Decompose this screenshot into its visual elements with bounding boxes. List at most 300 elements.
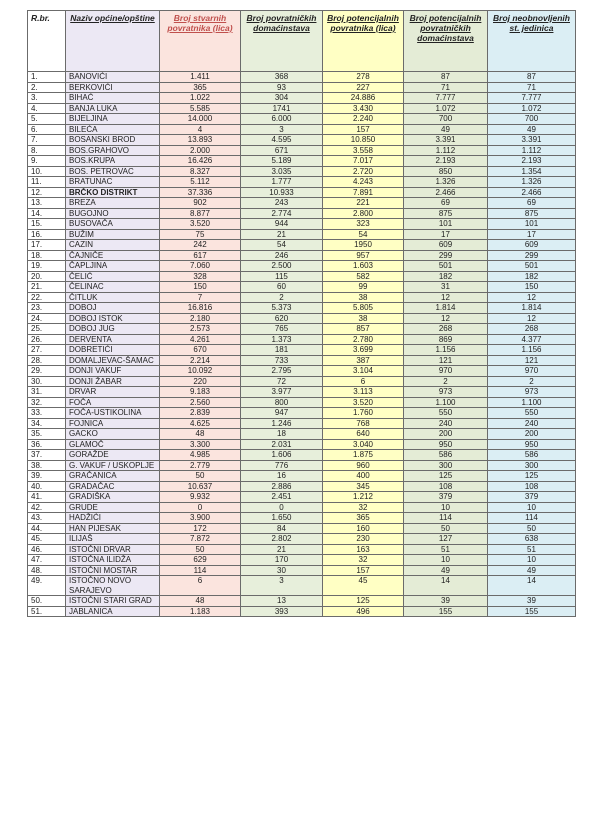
- returnee-households-cell: 3.977: [241, 387, 323, 398]
- potential-households-cell: 49: [404, 565, 488, 576]
- unrestored-units-cell: 2.193: [488, 156, 576, 167]
- table-row: [28, 334, 576, 345]
- table-row: [28, 460, 576, 471]
- table-row: [28, 261, 576, 272]
- actual-returnees-cell: 9.932: [160, 492, 241, 503]
- potential-households-cell: 87: [404, 72, 488, 83]
- potential-households-cell: 182: [404, 271, 488, 282]
- unrestored-units-cell: 2: [488, 376, 576, 387]
- municipality-name-cell: ČELIĆ: [66, 271, 160, 282]
- row-number-cell: 13.: [28, 198, 66, 209]
- municipality-name-cell: BERKOVIĆI: [66, 82, 160, 93]
- row-number-cell: 23.: [28, 303, 66, 314]
- potential-households-cell: 875: [404, 208, 488, 219]
- row-number-cell: 30.: [28, 376, 66, 387]
- table-row: [28, 523, 576, 534]
- table-row: [28, 103, 576, 114]
- returnee-households-cell: 72: [241, 376, 323, 387]
- potential-returnees-cell: 3.104: [323, 366, 404, 377]
- table-row: [28, 72, 576, 83]
- returnee-households-cell: 93: [241, 82, 323, 93]
- returnee-households-cell: 3.035: [241, 166, 323, 177]
- potential-returnees-cell: 4.243: [323, 177, 404, 188]
- potential-returnees-cell: 1.212: [323, 492, 404, 503]
- returnee-households-cell: 393: [241, 606, 323, 617]
- potential-returnees-cell: 278: [323, 72, 404, 83]
- returnees-table: [27, 10, 576, 617]
- unrestored-units-cell: 155: [488, 606, 576, 617]
- table-row: [28, 492, 576, 503]
- potential-returnees-cell: 38: [323, 313, 404, 324]
- unrestored-units-cell: 970: [488, 366, 576, 377]
- row-number-cell: 10.: [28, 166, 66, 177]
- row-number-cell: 25.: [28, 324, 66, 335]
- header-naziv: Naziv općine/opštine: [66, 11, 160, 72]
- row-number-cell: 34.: [28, 418, 66, 429]
- table-row: [28, 418, 576, 429]
- header-stvarnih: Broj stvarnih povratnika (lica): [160, 11, 241, 72]
- returnee-households-cell: 2.031: [241, 439, 323, 450]
- returnee-households-cell: 765: [241, 324, 323, 335]
- potential-returnees-cell: 10.850: [323, 135, 404, 146]
- potential-households-cell: 950: [404, 439, 488, 450]
- potential-returnees-cell: 3.699: [323, 345, 404, 356]
- municipality-name-cell: ČELINAC: [66, 282, 160, 293]
- unrestored-units-cell: 1.814: [488, 303, 576, 314]
- potential-households-cell: 12: [404, 313, 488, 324]
- municipality-name-cell: ISTOČNI DRVAR: [66, 544, 160, 555]
- returnee-households-cell: 1.606: [241, 450, 323, 461]
- actual-returnees-cell: 13.893: [160, 135, 241, 146]
- potential-returnees-cell: 38: [323, 292, 404, 303]
- municipality-name-cell: BIJELJINA: [66, 114, 160, 125]
- unrestored-units-cell: 638: [488, 534, 576, 545]
- table-row: [28, 481, 576, 492]
- municipality-name-cell: HADŽIĆI: [66, 513, 160, 524]
- unrestored-units-cell: 101: [488, 219, 576, 230]
- returnee-households-cell: 115: [241, 271, 323, 282]
- municipality-name-cell: DOMALJEVAC-ŠAMAC: [66, 355, 160, 366]
- row-number-cell: 18.: [28, 250, 66, 261]
- actual-returnees-cell: 2.779: [160, 460, 241, 471]
- actual-returnees-cell: 220: [160, 376, 241, 387]
- potential-returnees-cell: 230: [323, 534, 404, 545]
- returnee-households-cell: 170: [241, 555, 323, 566]
- potential-households-cell: 12: [404, 292, 488, 303]
- returnee-households-cell: 800: [241, 397, 323, 408]
- table-row: [28, 250, 576, 261]
- actual-returnees-cell: 7.060: [160, 261, 241, 272]
- potential-returnees-cell: 32: [323, 555, 404, 566]
- potential-households-cell: 10: [404, 555, 488, 566]
- actual-returnees-cell: 2.180: [160, 313, 241, 324]
- potential-returnees-cell: 99: [323, 282, 404, 293]
- municipality-name-cell: GRADIŠKA: [66, 492, 160, 503]
- returnee-households-cell: 1.650: [241, 513, 323, 524]
- table-row: [28, 596, 576, 607]
- municipality-name-cell: GRUDE: [66, 502, 160, 513]
- table-row: [28, 397, 576, 408]
- table-row: [28, 177, 576, 188]
- municipality-name-cell: BIHAĆ: [66, 93, 160, 104]
- table-row: [28, 229, 576, 240]
- municipality-name-cell: GRADAČAC: [66, 481, 160, 492]
- municipality-name-cell: GRAČANICA: [66, 471, 160, 482]
- potential-returnees-cell: 3.430: [323, 103, 404, 114]
- returnee-households-cell: 246: [241, 250, 323, 261]
- row-number-cell: 2.: [28, 82, 66, 93]
- unrestored-units-cell: 51: [488, 544, 576, 555]
- potential-households-cell: 1.814: [404, 303, 488, 314]
- municipality-name-cell: BOS. PETROVAC: [66, 166, 160, 177]
- unrestored-units-cell: 17: [488, 229, 576, 240]
- unrestored-units-cell: 114: [488, 513, 576, 524]
- header-potencijalnih-domacinstava: Broj potencijalnih povratničkih domaćinstava: [404, 11, 488, 72]
- unrestored-units-cell: 121: [488, 355, 576, 366]
- municipality-name-cell: GACKO: [66, 429, 160, 440]
- potential-returnees-cell: 1.603: [323, 261, 404, 272]
- row-number-cell: 47.: [28, 555, 66, 566]
- potential-households-cell: 108: [404, 481, 488, 492]
- actual-returnees-cell: 1.183: [160, 606, 241, 617]
- returnee-households-cell: 947: [241, 408, 323, 419]
- table-row: [28, 345, 576, 356]
- municipality-name-cell: GORAŽDE: [66, 450, 160, 461]
- actual-returnees-cell: 8.327: [160, 166, 241, 177]
- returnee-households-cell: 21: [241, 544, 323, 555]
- row-number-cell: 38.: [28, 460, 66, 471]
- table-row: [28, 303, 576, 314]
- row-number-cell: 14.: [28, 208, 66, 219]
- header-row: [28, 11, 576, 72]
- potential-households-cell: 17: [404, 229, 488, 240]
- potential-returnees-cell: 957: [323, 250, 404, 261]
- potential-returnees-cell: 387: [323, 355, 404, 366]
- table-row: [28, 93, 576, 104]
- row-number-cell: 8.: [28, 145, 66, 156]
- row-number-cell: 7.: [28, 135, 66, 146]
- row-number-cell: 40.: [28, 481, 66, 492]
- municipality-name-cell: DOBRETIĆI: [66, 345, 160, 356]
- municipality-name-cell: ISTOČNA ILIDŽA: [66, 555, 160, 566]
- municipality-name-cell: BRATUNAC: [66, 177, 160, 188]
- header-potencijalnih-lica: Broj potencijalnih povratnika (lica): [323, 11, 404, 72]
- actual-returnees-cell: 75: [160, 229, 241, 240]
- potential-households-cell: 7.777: [404, 93, 488, 104]
- unrestored-units-cell: 240: [488, 418, 576, 429]
- table-row: [28, 208, 576, 219]
- unrestored-units-cell: 3.391: [488, 135, 576, 146]
- row-number-cell: 11.: [28, 177, 66, 188]
- row-number-cell: 32.: [28, 397, 66, 408]
- actual-returnees-cell: 8.877: [160, 208, 241, 219]
- returnee-households-cell: 1.777: [241, 177, 323, 188]
- potential-returnees-cell: 2.720: [323, 166, 404, 177]
- potential-returnees-cell: 857: [323, 324, 404, 335]
- row-number-cell: 3.: [28, 93, 66, 104]
- potential-households-cell: 501: [404, 261, 488, 272]
- potential-returnees-cell: 24.886: [323, 93, 404, 104]
- actual-returnees-cell: 4.261: [160, 334, 241, 345]
- row-number-cell: 36.: [28, 439, 66, 450]
- potential-returnees-cell: 160: [323, 523, 404, 534]
- row-number-cell: 28.: [28, 355, 66, 366]
- unrestored-units-cell: 49: [488, 124, 576, 135]
- potential-returnees-cell: 768: [323, 418, 404, 429]
- actual-returnees-cell: 6: [160, 576, 241, 596]
- table-row: [28, 376, 576, 387]
- returnee-households-cell: 2.802: [241, 534, 323, 545]
- row-number-cell: 6.: [28, 124, 66, 135]
- actual-returnees-cell: 16.426: [160, 156, 241, 167]
- potential-returnees-cell: 227: [323, 82, 404, 93]
- table-row: [28, 576, 576, 596]
- unrestored-units-cell: 1.072: [488, 103, 576, 114]
- returnee-households-cell: 368: [241, 72, 323, 83]
- actual-returnees-cell: 50: [160, 471, 241, 482]
- actual-returnees-cell: 3.300: [160, 439, 241, 450]
- potential-returnees-cell: 582: [323, 271, 404, 282]
- table-row: [28, 114, 576, 125]
- row-number-cell: 22.: [28, 292, 66, 303]
- returnee-households-cell: 84: [241, 523, 323, 534]
- returnee-households-cell: 10.933: [241, 187, 323, 198]
- row-number-cell: 5.: [28, 114, 66, 125]
- unrestored-units-cell: 7.777: [488, 93, 576, 104]
- unrestored-units-cell: 4.377: [488, 334, 576, 345]
- unrestored-units-cell: 87: [488, 72, 576, 83]
- row-number-cell: 44.: [28, 523, 66, 534]
- potential-households-cell: 127: [404, 534, 488, 545]
- potential-returnees-cell: 54: [323, 229, 404, 240]
- potential-returnees-cell: 2.780: [323, 334, 404, 345]
- municipality-name-cell: ČAJNIČE: [66, 250, 160, 261]
- table-row: [28, 219, 576, 230]
- municipality-name-cell: ISTOČNI STARI GRAD: [66, 596, 160, 607]
- potential-returnees-cell: 640: [323, 429, 404, 440]
- actual-returnees-cell: 172: [160, 523, 241, 534]
- potential-households-cell: 586: [404, 450, 488, 461]
- potential-households-cell: 550: [404, 408, 488, 419]
- actual-returnees-cell: 10.092: [160, 366, 241, 377]
- municipality-name-cell: DONJI VAKUF: [66, 366, 160, 377]
- actual-returnees-cell: 48: [160, 429, 241, 440]
- row-number-cell: 1.: [28, 72, 66, 83]
- table-row: [28, 471, 576, 482]
- unrestored-units-cell: 150: [488, 282, 576, 293]
- unrestored-units-cell: 268: [488, 324, 576, 335]
- municipality-name-cell: CAZIN: [66, 240, 160, 251]
- returnee-households-cell: 2.886: [241, 481, 323, 492]
- table-row: [28, 324, 576, 335]
- row-number-cell: 35.: [28, 429, 66, 440]
- unrestored-units-cell: 300: [488, 460, 576, 471]
- potential-households-cell: 31: [404, 282, 488, 293]
- table-row: [28, 606, 576, 617]
- unrestored-units-cell: 108: [488, 481, 576, 492]
- potential-returnees-cell: 125: [323, 596, 404, 607]
- potential-households-cell: 51: [404, 544, 488, 555]
- potential-households-cell: 700: [404, 114, 488, 125]
- actual-returnees-cell: 5.585: [160, 103, 241, 114]
- actual-returnees-cell: 16.816: [160, 303, 241, 314]
- unrestored-units-cell: 50: [488, 523, 576, 534]
- row-number-cell: 9.: [28, 156, 66, 167]
- potential-households-cell: 1.100: [404, 397, 488, 408]
- returnee-households-cell: 6.000: [241, 114, 323, 125]
- potential-returnees-cell: 45: [323, 576, 404, 596]
- returnee-households-cell: 30: [241, 565, 323, 576]
- potential-returnees-cell: 400: [323, 471, 404, 482]
- actual-returnees-cell: 14.000: [160, 114, 241, 125]
- returnee-households-cell: 776: [241, 460, 323, 471]
- header-rbr: R.br.: [28, 11, 66, 72]
- actual-returnees-cell: 2.214: [160, 355, 241, 366]
- table-row: [28, 502, 576, 513]
- unrestored-units-cell: 1.112: [488, 145, 576, 156]
- potential-households-cell: 101: [404, 219, 488, 230]
- potential-returnees-cell: 345: [323, 481, 404, 492]
- table-row: [28, 82, 576, 93]
- returnee-households-cell: 18: [241, 429, 323, 440]
- row-number-cell: 33.: [28, 408, 66, 419]
- municipality-name-cell: BOS.KRUPA: [66, 156, 160, 167]
- potential-households-cell: 299: [404, 250, 488, 261]
- row-number-cell: 49.: [28, 576, 66, 596]
- unrestored-units-cell: 69: [488, 198, 576, 209]
- row-number-cell: 39.: [28, 471, 66, 482]
- potential-households-cell: 1.072: [404, 103, 488, 114]
- potential-returnees-cell: 2.240: [323, 114, 404, 125]
- table-row: [28, 156, 576, 167]
- actual-returnees-cell: 7.872: [160, 534, 241, 545]
- row-number-cell: 27.: [28, 345, 66, 356]
- table-row: [28, 282, 576, 293]
- actual-returnees-cell: 9.183: [160, 387, 241, 398]
- municipality-name-cell: BANJA LUKA: [66, 103, 160, 114]
- unrestored-units-cell: 12: [488, 313, 576, 324]
- unrestored-units-cell: 299: [488, 250, 576, 261]
- actual-returnees-cell: 4.625: [160, 418, 241, 429]
- actual-returnees-cell: 4.985: [160, 450, 241, 461]
- municipality-name-cell: ILIJAŠ: [66, 534, 160, 545]
- table-row: [28, 145, 576, 156]
- header-povratnickih-domacinstava: Broj povratničkih domaćinstava: [241, 11, 323, 72]
- table-row: [28, 439, 576, 450]
- municipality-name-cell: HAN PIJESAK: [66, 523, 160, 534]
- unrestored-units-cell: 12: [488, 292, 576, 303]
- potential-households-cell: 850: [404, 166, 488, 177]
- potential-households-cell: 50: [404, 523, 488, 534]
- table-body: [28, 72, 576, 617]
- returnees-table-page: [27, 10, 575, 617]
- potential-returnees-cell: 157: [323, 124, 404, 135]
- municipality-name-cell: BANOVIĆI: [66, 72, 160, 83]
- actual-returnees-cell: 3.900: [160, 513, 241, 524]
- table-row: [28, 544, 576, 555]
- potential-returnees-cell: 960: [323, 460, 404, 471]
- potential-households-cell: 240: [404, 418, 488, 429]
- potential-households-cell: 125: [404, 471, 488, 482]
- potential-returnees-cell: 163: [323, 544, 404, 555]
- returnee-households-cell: 733: [241, 355, 323, 366]
- unrestored-units-cell: 2.466: [488, 187, 576, 198]
- table-row: [28, 355, 576, 366]
- municipality-name-cell: BOS.GRAHOVO: [66, 145, 160, 156]
- potential-households-cell: 2.466: [404, 187, 488, 198]
- row-number-cell: 26.: [28, 334, 66, 345]
- potential-returnees-cell: 157: [323, 565, 404, 576]
- row-number-cell: 17.: [28, 240, 66, 251]
- potential-returnees-cell: 1.760: [323, 408, 404, 419]
- actual-returnees-cell: 50: [160, 544, 241, 555]
- row-number-cell: 37.: [28, 450, 66, 461]
- potential-returnees-cell: 7.891: [323, 187, 404, 198]
- potential-households-cell: 14: [404, 576, 488, 596]
- actual-returnees-cell: 1.022: [160, 93, 241, 104]
- table-row: [28, 313, 576, 324]
- actual-returnees-cell: 1.411: [160, 72, 241, 83]
- row-number-cell: 41.: [28, 492, 66, 503]
- unrestored-units-cell: 39: [488, 596, 576, 607]
- potential-returnees-cell: 32: [323, 502, 404, 513]
- row-number-cell: 16.: [28, 229, 66, 240]
- actual-returnees-cell: 37.336: [160, 187, 241, 198]
- potential-households-cell: 71: [404, 82, 488, 93]
- municipality-name-cell: FOČA: [66, 397, 160, 408]
- potential-households-cell: 2: [404, 376, 488, 387]
- returnee-households-cell: 54: [241, 240, 323, 251]
- returnee-households-cell: 5.189: [241, 156, 323, 167]
- returnee-households-cell: 944: [241, 219, 323, 230]
- potential-returnees-cell: 1950: [323, 240, 404, 251]
- returnee-households-cell: 1.246: [241, 418, 323, 429]
- actual-returnees-cell: 629: [160, 555, 241, 566]
- potential-households-cell: 970: [404, 366, 488, 377]
- municipality-name-cell: JABLANICA: [66, 606, 160, 617]
- row-number-cell: 50.: [28, 596, 66, 607]
- row-number-cell: 20.: [28, 271, 66, 282]
- returnee-households-cell: 4.595: [241, 135, 323, 146]
- potential-returnees-cell: 323: [323, 219, 404, 230]
- municipality-name-cell: ČITLUK: [66, 292, 160, 303]
- potential-households-cell: 10: [404, 502, 488, 513]
- returnee-households-cell: 13: [241, 596, 323, 607]
- actual-returnees-cell: 2.000: [160, 145, 241, 156]
- potential-returnees-cell: 365: [323, 513, 404, 524]
- potential-returnees-cell: 5.805: [323, 303, 404, 314]
- municipality-name-cell: BOSANSKI BROD: [66, 135, 160, 146]
- actual-returnees-cell: 48: [160, 596, 241, 607]
- returnee-households-cell: 181: [241, 345, 323, 356]
- municipality-name-cell: ISTOČNO NOVO SARAJEVO: [66, 576, 160, 596]
- municipality-name-cell: BREZA: [66, 198, 160, 209]
- municipality-name-cell: ČAPLJINA: [66, 261, 160, 272]
- row-number-cell: 48.: [28, 565, 66, 576]
- unrestored-units-cell: 1.354: [488, 166, 576, 177]
- unrestored-units-cell: 586: [488, 450, 576, 461]
- row-number-cell: 43.: [28, 513, 66, 524]
- potential-returnees-cell: 3.113: [323, 387, 404, 398]
- actual-returnees-cell: 617: [160, 250, 241, 261]
- unrestored-units-cell: 200: [488, 429, 576, 440]
- potential-households-cell: 973: [404, 387, 488, 398]
- municipality-name-cell: FOČA-USTIKOLINA: [66, 408, 160, 419]
- potential-households-cell: 2.193: [404, 156, 488, 167]
- actual-returnees-cell: 5.112: [160, 177, 241, 188]
- actual-returnees-cell: 0: [160, 502, 241, 513]
- potential-households-cell: 869: [404, 334, 488, 345]
